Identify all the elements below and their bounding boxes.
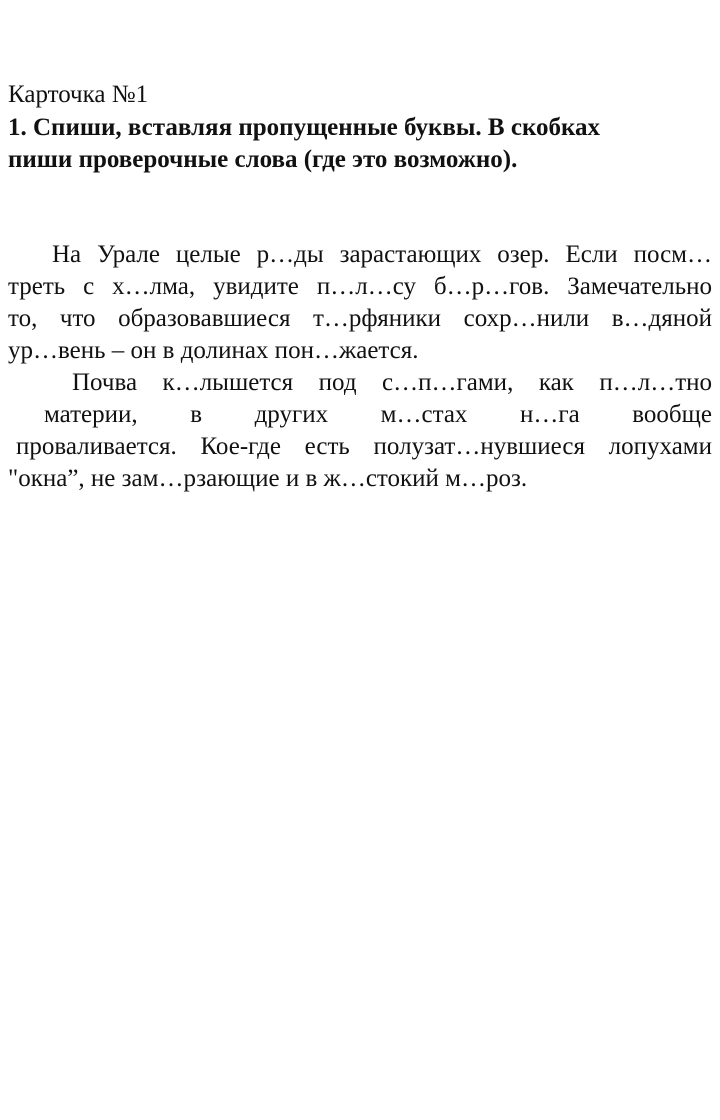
task-instruction-line-1: 1. Спиши, вставляя пропущенные буквы. В скобках (8, 114, 601, 141)
paragraph-2-line-3: проваливается. Кое-где есть полузат…нувшиеся лопухами (16, 433, 712, 460)
paragraph-2-line-2: материи, в других м…стах н…га вообще (44, 401, 712, 428)
paragraph-2-line-1: Почва к…лышется под с…п…гами, как п…л…тно (72, 369, 712, 396)
paragraph-1-line-4: ур…вень – он в долинах пон…жается. (8, 337, 419, 364)
paragraph-1-line-3: то, что образовавшиеся т…рфяники сохр…нили в…дяной (8, 305, 712, 332)
card-title: Карточка №1 (8, 81, 149, 108)
paragraph-1-line-1: На Урале целые р…ды зарастающих озер. Если посм… (52, 241, 712, 268)
paragraph-2-line-4: "окна”, не зам…рзающие и в ж…стокий м…роз. (8, 465, 528, 492)
paragraph-1-line-2: треть с х…лма, увидите п…л…су б…р…гов. Замечательно (8, 273, 712, 300)
task-instruction-line-2: пиши проверочные слова (где это возможно). (8, 146, 518, 173)
